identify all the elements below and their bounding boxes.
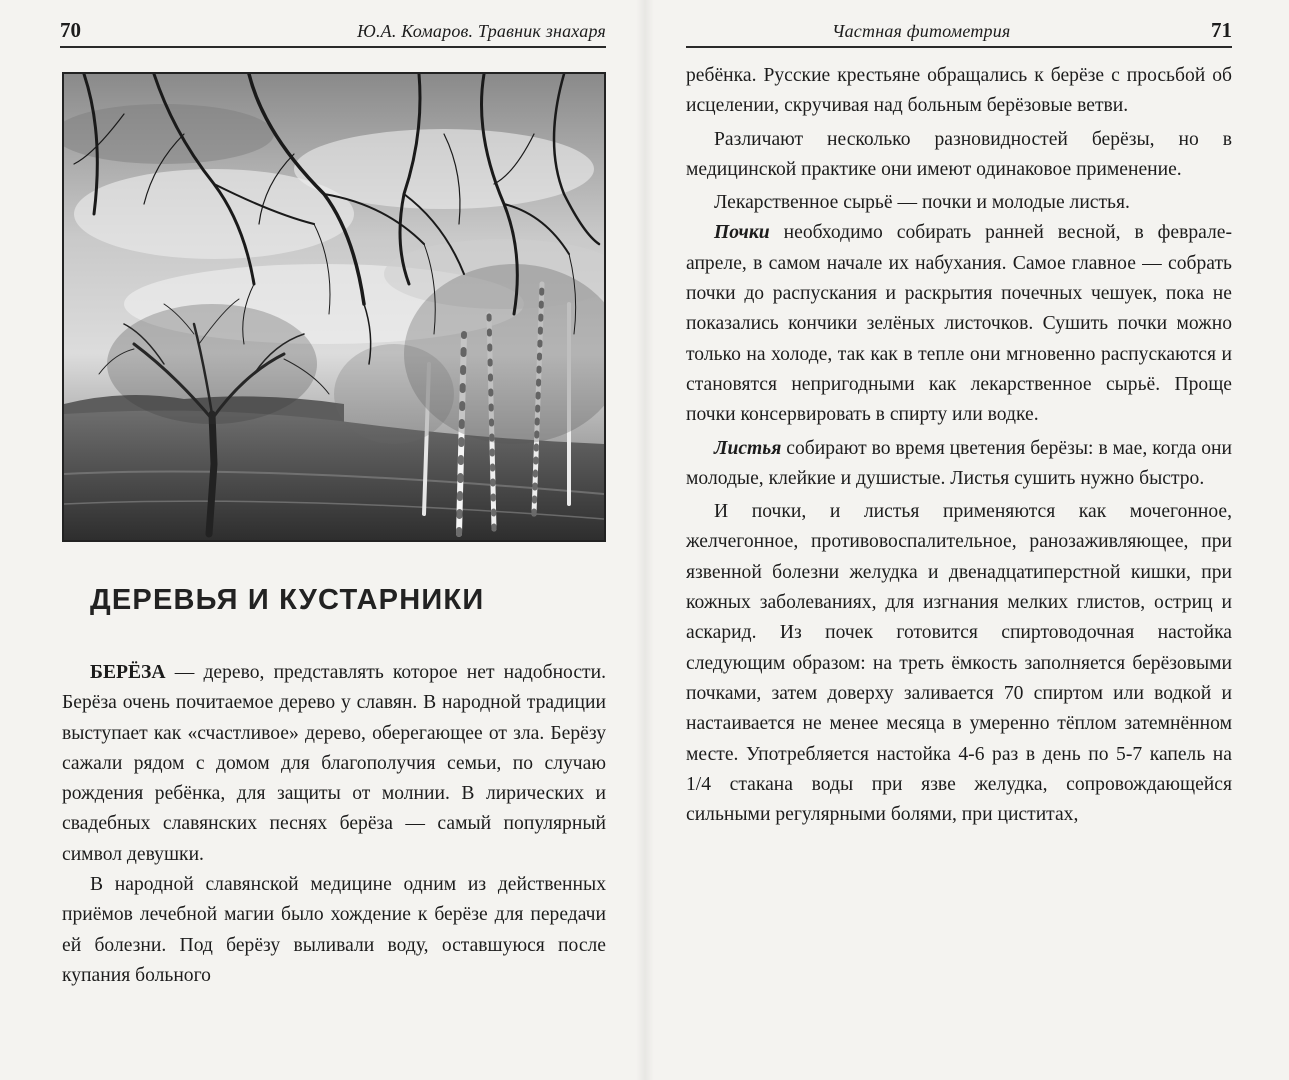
paragraph-varieties: Различают несколько разновидностей берёзы, но в медицинской практике они имеют одинаковое применение. — [686, 128, 1232, 180]
paragraph-usage: И почки, и листья применяются как мочегонное, желчегонное, противовоспалительное, ранозаживляющее, при язвенной болезни желудка и двенадцатиперстной кишки, при кожных заболеваниях, для изгнания мелких глистов, остриц и аскарид. Из почек готовится спиртоводочная настойка следующим образом: на треть ёмкость заполняется берёзовыми почками, затем доверху заливается 70 спиртом или водкой и настаивается не менее месяца в умеренно тёплом затемнённом месте. Употребляется настойка 4-6 раз в день по 5-7 капель на 1/4 стакана воды при язве желудка, сопровождающейся сильными регулярными болями, при циститах, — [686, 501, 1232, 826]
right-running-head — [686, 18, 1232, 48]
right-body-text — [686, 61, 1232, 830]
right-page-number: 71 — [1211, 18, 1232, 42]
paragraph-leaves — [686, 434, 1232, 495]
paragraph-birch-intro — [62, 658, 606, 870]
term-buds: Почки — [714, 222, 770, 244]
left-body-text — [62, 658, 606, 991]
section-heading: ДЕРЕВЬЯ И КУСТАРНИКИ — [90, 584, 485, 616]
paragraph-continuation: ребёнка. Русские крестьяне обращались к берёзе с просьбой об исцелении, скручивая над больным берёзовые ветви. — [686, 65, 1232, 117]
left-page — [0, 0, 640, 1080]
paragraph-buds-text: необходимо собирать ранней весной, в феврале-апреле, в самом начале их набухания. Самое главное — собрать почки до распускания и раскрытия почечных чешуек, пока не показались кончики зелёных листочков. Сушить почки можно только на холоде, так как в тепле они мгновенно распускаются и становятся непригодными как лекарственное сырьё. Проще почки консервировать в спирту или водке. — [686, 222, 1232, 426]
paragraph-birch-intro-text: — дерево, представлять которое нет надобности. Берёза очень почитаемое дерево у славян. В народной традиции выступает как «счастливое» дерево, оберегающее от зла. Берёзу сажали рядом с домом для благополучия семьи, по случаю рождения ребёнка, для защиты от молнии. В лирических и свадебных славянских песнях берёза — самый популярный символ девушки. — [62, 662, 606, 865]
right-page — [650, 0, 1289, 1080]
birch-landscape-photo — [62, 72, 606, 542]
paragraph-raw-material: Лекарственное сырьё — почки и молодые листья. — [714, 192, 1130, 214]
left-running-head — [60, 18, 606, 48]
paragraph-buds — [686, 218, 1232, 430]
term-leaves: Листья — [714, 437, 782, 459]
paragraph-folk-medicine: В народной славянской медицине одним из действенных приёмов лечебной магии было хождение к берёзе для передачи ей болезни. Под берёзу выливали воду, оставшуюся после купания больного — [62, 874, 606, 986]
left-running-title: Ю.А. Комаров. Травник знахаря — [357, 21, 606, 41]
paragraph-leaves-text: собирают во время цветения берёзы: в мае, когда они молодые, клейкие и душистые. Листья сушить нужно быстро. — [686, 437, 1232, 489]
right-running-title: Частная фитометрия — [832, 21, 1011, 41]
left-page-number: 70 — [60, 18, 81, 42]
term-birch: БЕРЁЗА — [90, 662, 166, 683]
